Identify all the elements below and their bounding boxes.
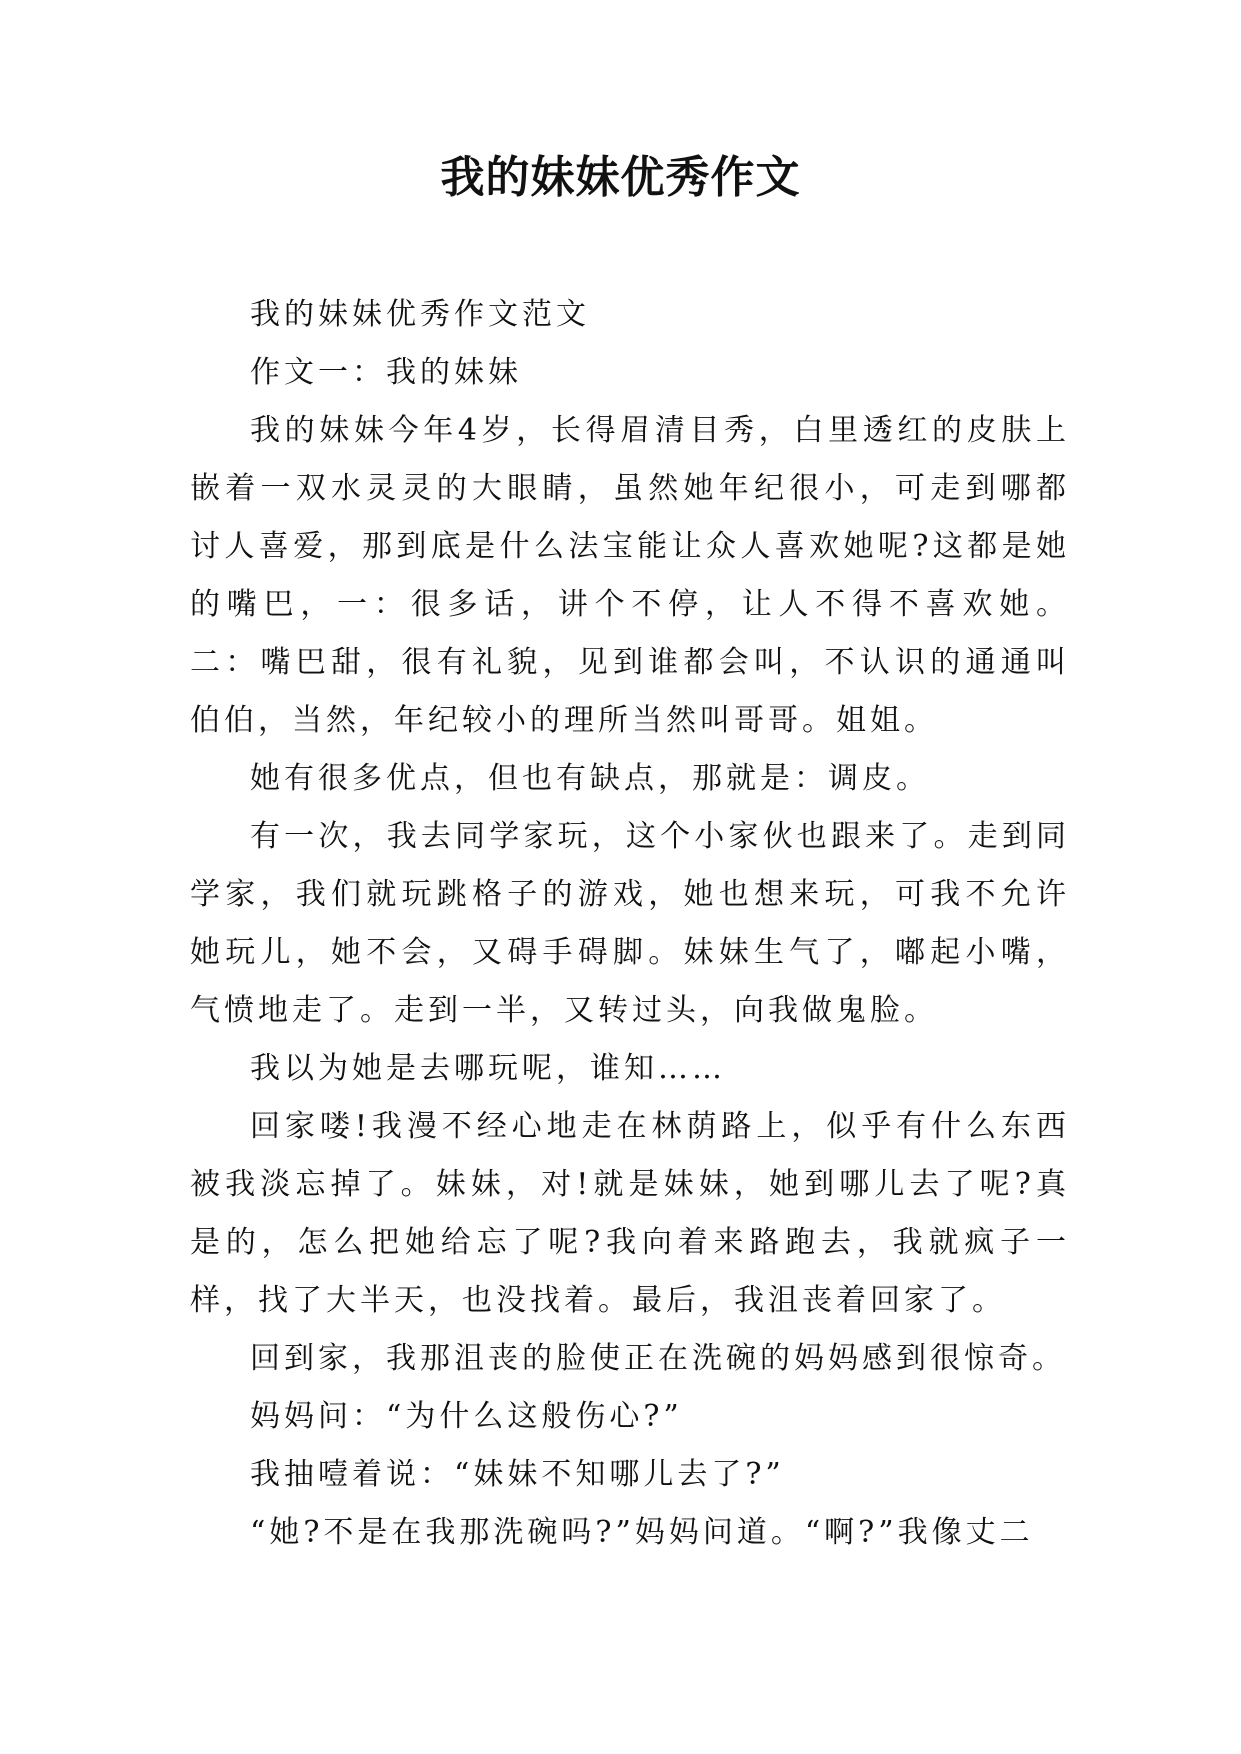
- paragraph: 妈妈问：“为什么这般伤心?”: [250, 1399, 683, 1434]
- document-title: 我的妹妹优秀作文: [440, 152, 801, 203]
- paragraph: 回家喽!我漫不经心地走在林荫路上，似乎有什么东西被我淡忘掉了。妹妹，对!就是妹妹，她到哪儿去了呢?真是的，怎么把她给忘了呢?我向着来路跑去，我就疯子一样，找了大半天，也没找着。最后，我沮丧着回家了。: [190, 1109, 1070, 1318]
- paragraph: “她?不是在我那洗碗吗?”妈妈问道。“啊?”我像丈二: [250, 1515, 1034, 1550]
- paragraph: 有一次，我去同学家玩，这个小家伙也跟来了。走到同学家，我们就玩跳格子的游戏，她也想来玩，可我不允许她玩儿，她不会，又碍手碍脚。妹妹生气了，嘟起小嘴，气愤地走了。走到一半，又转过头，向我做鬼脸。: [190, 819, 1070, 1028]
- paragraph-essay-heading: 作文一：我的妹妹: [250, 355, 522, 390]
- paragraph: 我抽噎着说：“妹妹不知哪儿去了?”: [250, 1457, 785, 1492]
- document-body: [190, 286, 1070, 1562]
- paragraph: 她有很多优点，但也有缺点，那就是：调皮。: [250, 761, 930, 796]
- paragraph: 我以为她是去哪玩呢，谁知……: [250, 1051, 726, 1086]
- paragraph: 回到家，我那沮丧的脸使正在洗碗的妈妈感到很惊奇。: [250, 1341, 1066, 1376]
- paragraph-subtitle: 我的妹妹优秀作文范文: [250, 297, 590, 332]
- paragraph: 我的妹妹今年4岁，长得眉清目秀，白里透红的皮肤上嵌着一双水灵灵的大眼睛，虽然她年纪很小，可走到哪都讨人喜爱，那到底是什么法宝能让众人喜欢她呢?这都是她的嘴巴，一：很多话，讲个不停，让人不得不喜欢她。二：嘴巴甜，很有礼貌，见到谁都会叫，不认识的通通叫伯伯，当然，年纪较小的理所当然叫哥哥。姐姐。: [190, 413, 1070, 738]
